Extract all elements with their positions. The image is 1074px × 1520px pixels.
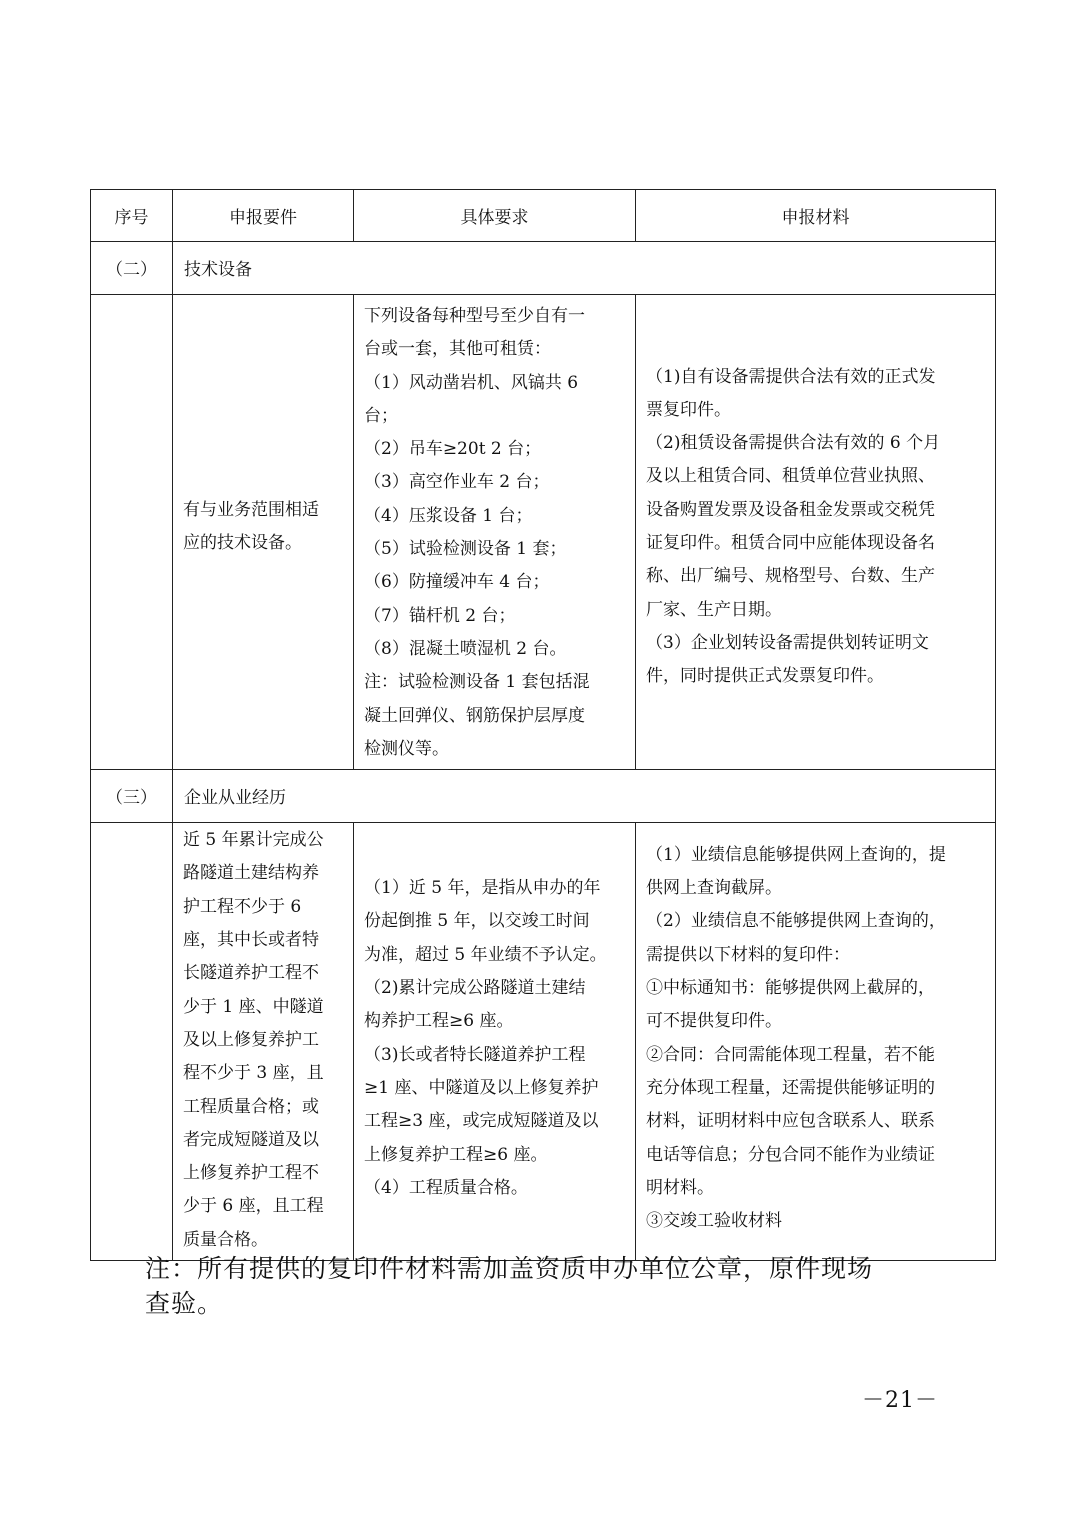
application-element-cell <box>173 295 354 770</box>
material-line: 厂家、生产日期。 <box>646 599 782 620</box>
material-line: （1）业绩信息能够提供网上查询的，提 <box>646 844 946 865</box>
requirement-line: 下列设备每种型号至少自有一 <box>364 306 585 326</box>
requirement-line: （3)长或者特长隧道养护工程 <box>364 1044 586 1065</box>
element-line: 路隧道土建结构养 <box>183 863 319 884</box>
page-number: －21－ <box>862 1388 938 1413</box>
empty-serial-cell <box>91 295 173 770</box>
material-line: ②合同：合同需能体现工程量，若不能 <box>646 1044 935 1065</box>
requirement-line: 上修复养护工程≥6 座。 <box>364 1144 548 1165</box>
requirement-text <box>354 823 635 1257</box>
section-content-row <box>91 295 996 770</box>
material-text <box>636 823 995 1257</box>
requirement-line: （4）工程质量合格。 <box>364 1177 528 1198</box>
element-line: 少于 6 座，且工程 <box>183 1196 324 1217</box>
material-line: 证复印件。租赁合同中应能体现设备名 <box>646 533 935 553</box>
section-title-row <box>91 242 996 295</box>
requirement-line: （3）高空作业车 2 台； <box>364 472 550 493</box>
material-line: 设备购置发票及设备租金发票或交税凭 <box>646 499 935 520</box>
requirement-line: 注：试验检测设备 1 套包括混 <box>364 672 590 693</box>
application-element-cell <box>173 823 354 1261</box>
section-content-row <box>91 823 996 1261</box>
empty-serial-cell <box>91 823 173 1261</box>
header-specific-requirements: 具体要求 <box>354 190 636 242</box>
element-line: 近 5 年累计完成公 <box>183 830 324 851</box>
requirement-line: 份起倒推 5 年，以交竣工时间 <box>364 911 590 932</box>
element-line: 工程质量合格；或 <box>183 1096 319 1117</box>
material-line: 可不提供复印件。 <box>646 1011 782 1032</box>
section-title: 企业从业经历 <box>184 788 286 809</box>
material-line: 电话等信息；分包合同不能作为业绩证 <box>646 1144 935 1165</box>
element-line: 护工程不少于 6 <box>183 896 302 917</box>
footnote-line: 查验。 <box>145 1289 224 1318</box>
element-line: 质量合格。 <box>183 1229 268 1250</box>
requirement-line: （8）混凝土喷湿机 2 台。 <box>364 638 567 659</box>
material-line: ①中标通知书：能够提供网上截屏的， <box>646 978 935 999</box>
section-number-cell <box>91 770 173 823</box>
element-line: 上修复养护工程不 <box>183 1163 319 1184</box>
section-number: （三） <box>106 788 157 809</box>
material-line: 明材料。 <box>646 1177 714 1198</box>
requirement-line: （2）吊车≥20t 2 台； <box>364 439 542 460</box>
section-title-cell <box>173 770 996 823</box>
requirement-line: （1）近 5 年，是指从申办的年 <box>364 878 601 899</box>
requirement-line: 检测仪等。 <box>364 738 449 759</box>
requirement-line: （5）试验检测设备 1 套； <box>364 539 567 560</box>
element-line: 程不少于 3 座，且 <box>183 1063 324 1084</box>
requirements-table <box>90 189 996 1261</box>
requirement-line: ≥1 座、中隧道及以上修复养护 <box>364 1077 599 1098</box>
requirement-line: 构养护工程≥6 座。 <box>364 1011 514 1032</box>
section-title-cell <box>173 242 996 295</box>
material-line: 充分体现工程量，还需提供能够证明的 <box>646 1077 935 1098</box>
material-cell <box>636 295 996 770</box>
requirement-cell <box>354 295 636 770</box>
requirement-line: （4）压浆设备 1 台； <box>364 505 533 526</box>
element-line: 应的技术设备。 <box>183 533 302 553</box>
material-line: （2)租赁设备需提供合法有效的 6 个月 <box>646 433 941 454</box>
material-line: 票复印件。 <box>646 399 731 420</box>
section-title: 技术设备 <box>184 260 252 280</box>
requirement-line: 台或一套，其他可租赁： <box>364 339 551 360</box>
requirement-line: （7）锚杆机 2 台； <box>364 605 516 626</box>
material-text <box>636 295 995 762</box>
header-serial-no: 序号 <box>91 190 173 242</box>
requirement-line: （1）风动凿岩机、风镐共 6 <box>364 372 579 393</box>
footnote-line: 注：所有提供的复印件材料需加盖资质申办单位公章，原件现场 <box>145 1254 874 1283</box>
material-cell <box>636 823 996 1261</box>
requirement-line: （6）防撞缓冲车 4 台； <box>364 572 550 593</box>
requirement-line: 凝土回弹仪、钢筋保护层厚度 <box>364 705 585 726</box>
header-application-element: 申报要件 <box>173 190 354 242</box>
material-line: 需提供以下材料的复印件： <box>646 944 850 965</box>
element-line: 座，其中长或者特 <box>183 930 319 951</box>
material-line: 供网上查询截屏。 <box>646 878 782 899</box>
material-line: 材料，证明材料中应包含联系人、联系 <box>646 1111 935 1132</box>
material-line: 及以上租赁合同、租赁单位营业执照、 <box>646 466 935 487</box>
requirement-line: 工程≥3 座，或完成短隧道及以 <box>364 1111 599 1132</box>
element-line: 及以上修复养护工 <box>183 1029 319 1050</box>
footnote <box>145 1251 965 1321</box>
element-line: 有与业务范围相适 <box>183 499 319 520</box>
material-line: （2）业绩信息不能够提供网上查询的， <box>646 911 946 932</box>
section-title-row <box>91 770 996 823</box>
requirement-line: 台； <box>364 405 398 426</box>
element-line: 者完成短隧道及以 <box>183 1129 319 1150</box>
section-number-cell <box>91 242 173 295</box>
table-header-row <box>91 190 996 242</box>
material-line: 称、出厂编号、规格型号、台数、生产 <box>646 566 935 587</box>
element-text <box>173 295 353 762</box>
material-line: （1)自有设备需提供合法有效的正式发 <box>646 366 936 387</box>
header-application-materials: 申报材料 <box>636 190 996 242</box>
requirement-text <box>354 295 635 769</box>
section-number: （二） <box>106 260 157 280</box>
requirement-line: 为准，超过 5 年业绩不予认定。 <box>364 944 607 965</box>
element-text <box>173 823 353 1260</box>
element-line: 少于 1 座、中隧道 <box>183 996 324 1017</box>
material-line: ③交竣工验收材料 <box>646 1211 782 1232</box>
material-line: （3）企业划转设备需提供划转证明文 <box>646 632 929 653</box>
requirement-cell <box>354 823 636 1261</box>
element-line: 长隧道养护工程不 <box>183 963 319 984</box>
requirement-line: （2)累计完成公路隧道土建结 <box>364 978 586 999</box>
material-line: 件，同时提供正式发票复印件。 <box>646 666 884 687</box>
